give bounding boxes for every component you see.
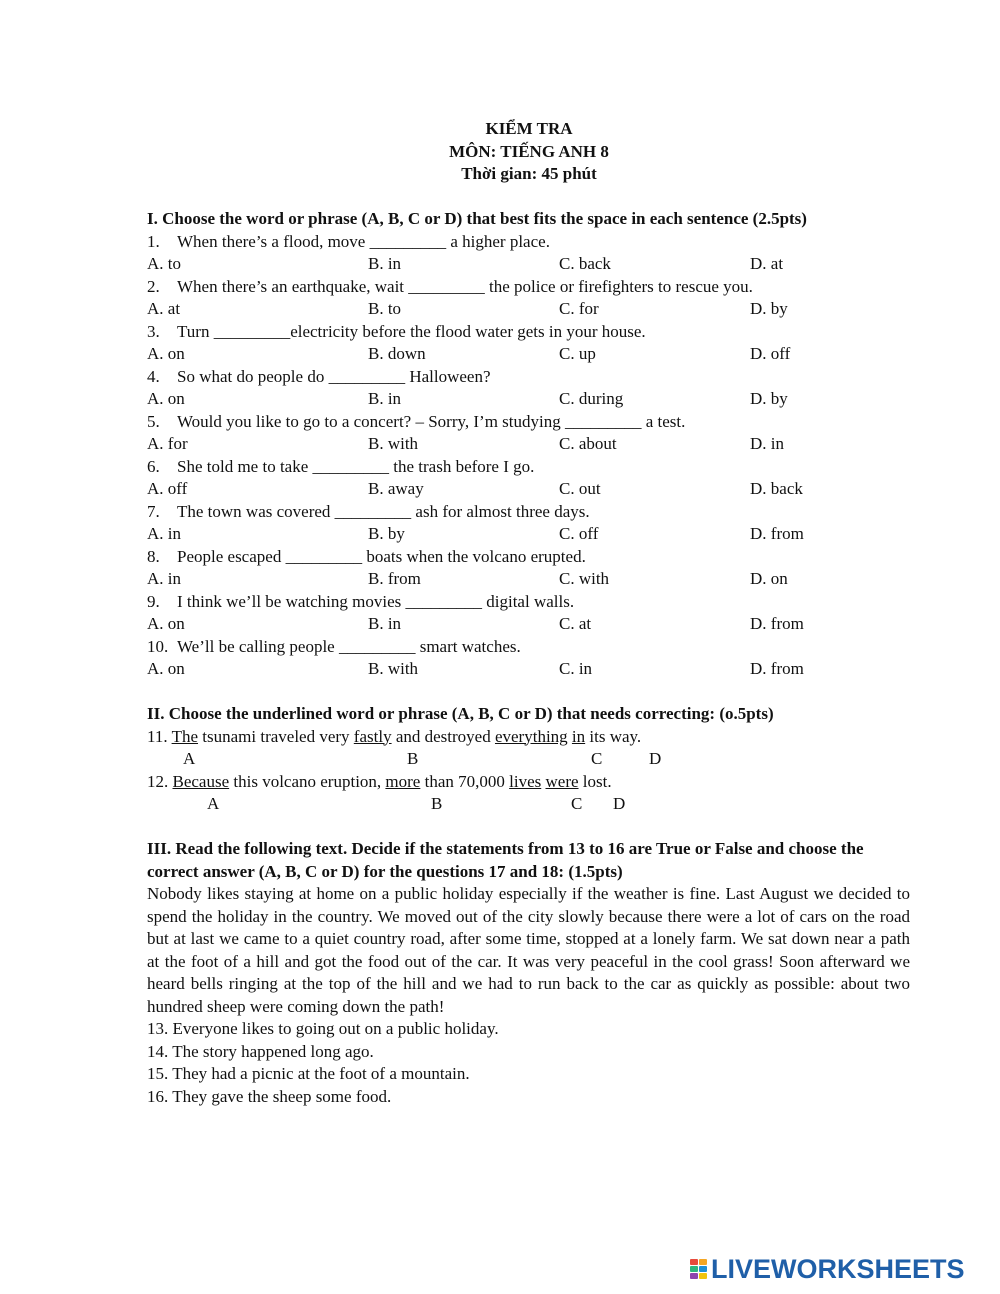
- section3-heading: III. Read the following text. Decide if the statements from 13 to 16 are True or False and choose the correct answer (A, B, C or D) for the questions 17 and 18: (1.5pts): [147, 839, 864, 881]
- q12-text: than 70,000: [420, 771, 510, 791]
- answer-option: C. at: [559, 614, 592, 633]
- answer-option: C. with: [559, 569, 610, 588]
- q11-label-c: C: [591, 749, 603, 768]
- liveworksheets-logo: [690, 1253, 990, 1285]
- answer-option: C. during: [559, 389, 624, 408]
- question-text: Would you like to go to a concert? – Sorry, I’m studying _________ a test.: [177, 411, 686, 431]
- answer-option: A. in: [147, 524, 181, 543]
- answer-option: D. by: [750, 299, 788, 318]
- answer-option: B. by: [368, 524, 405, 543]
- question-text: We’ll be calling people _________ smart watches.: [177, 636, 521, 656]
- answer-option: D. at: [750, 254, 784, 273]
- q12-label-c: C: [571, 794, 583, 813]
- question-3: [147, 321, 910, 344]
- answer-option: D. back: [750, 479, 803, 498]
- question-number: 2.: [147, 276, 160, 296]
- question-text: People escaped _________ boats when the volcano erupted.: [177, 546, 586, 566]
- answer-option: A. to: [147, 254, 181, 273]
- answer-option: C. about: [559, 434, 617, 453]
- answer-options-9: [147, 613, 910, 636]
- answer-option: D. from: [750, 614, 804, 633]
- worksheet-header: [0, 118, 1000, 186]
- q11-label-b: B: [407, 749, 419, 768]
- logo-square: [699, 1266, 707, 1272]
- answer-options-3: [147, 343, 910, 366]
- question-text: Turn _________electricity before the flood water gets in your house.: [177, 321, 646, 341]
- answer-option: B. to: [368, 299, 402, 318]
- section2-heading: II. Choose the underlined word or phrase (A, B, C or D) that needs correcting: (o.5pts): [147, 704, 774, 723]
- answer-option: B. down: [368, 344, 426, 363]
- answer-option: D. from: [750, 524, 804, 543]
- statement-13: 13. Everyone likes to going out on a public holiday.: [147, 1019, 499, 1038]
- question-number: 4.: [147, 366, 160, 386]
- answer-option: A. on: [147, 344, 185, 363]
- answer-option: D. on: [750, 569, 788, 588]
- q12-label-a: A: [207, 794, 220, 813]
- answer-options-8: [147, 568, 910, 591]
- answer-options-4: [147, 388, 910, 411]
- question-text: The town was covered _________ ash for almost three days.: [177, 501, 590, 521]
- question-8: [147, 546, 910, 569]
- answer-options-5: [147, 433, 910, 456]
- q12-label-b: B: [431, 794, 443, 813]
- answer-option: B. in: [368, 254, 402, 273]
- question-text: She told me to take _________ the trash before I go.: [177, 456, 535, 476]
- question-number: 7.: [147, 501, 160, 521]
- logo-mark-icon: [690, 1259, 707, 1279]
- reading-passage: Nobody likes staying at home on a public holiday especially if the weather is fine. Last August we decided to spend the holiday in the country. We moved out of the city slowly because there were a lot of cars on the road but at last we came to a quiet country road, after some time, stopped at a lonely farm. We sat down near a path at the foot of a hill and got the food out of the car. It was very peaceful in the cool grass! Soon afterward we heard bells ringing at the top of the hill and we had to run back to the car as quickly as possible: about two hundred sheep were coming down the path!: [147, 884, 910, 1016]
- answer-option: A. on: [147, 659, 185, 678]
- logo-text: LIVEWORKSHEETS: [711, 1253, 965, 1284]
- worksheet-content: [147, 208, 910, 1108]
- question-11: [147, 726, 910, 749]
- statement-15: 15. They had a picnic at the foot of a mountain.: [147, 1064, 470, 1083]
- question-number: 10.: [147, 636, 169, 656]
- answer-option: C. back: [559, 254, 611, 273]
- answer-option: A. for: [147, 434, 188, 453]
- answer-option: B. with: [368, 434, 419, 453]
- question-number: 9.: [147, 591, 160, 611]
- section1-questions: [147, 231, 910, 681]
- q11-label-d: D: [649, 749, 662, 768]
- q12-option-b: more: [385, 771, 421, 791]
- answer-option: C. out: [559, 479, 601, 498]
- q12-option-a: Because: [172, 771, 230, 791]
- question-number: 6.: [147, 456, 160, 476]
- q12-option-c: lives: [509, 771, 542, 791]
- answer-options-2: [147, 298, 910, 321]
- question-6: [147, 456, 910, 479]
- question-9: [147, 591, 910, 614]
- logo-square: [690, 1273, 698, 1279]
- question-7: [147, 501, 910, 524]
- answer-option: A. off: [147, 479, 188, 498]
- question-number: 5.: [147, 411, 160, 431]
- answer-option: C. in: [559, 659, 593, 678]
- q11-option-a: The: [171, 726, 199, 746]
- logo-square: [690, 1266, 698, 1272]
- header-title: KIỂM TRA: [485, 119, 573, 138]
- question-number: 12.: [147, 771, 169, 791]
- answer-option: A. on: [147, 389, 185, 408]
- answer-option: B. in: [368, 389, 402, 408]
- answer-options-10: [147, 658, 910, 681]
- q11-label-a: A: [183, 749, 196, 768]
- question-1: [147, 231, 910, 254]
- answer-option: D. from: [750, 659, 804, 678]
- section3-statements: [147, 1018, 910, 1108]
- answer-option: B. from: [368, 569, 421, 588]
- logo-square: [690, 1259, 698, 1265]
- question-text: I think we’ll be watching movies _________ digital walls.: [177, 591, 575, 611]
- answer-option: C. for: [559, 299, 599, 318]
- answer-option: B. in: [368, 614, 402, 633]
- header-duration: Thời gian: 45 phút: [461, 164, 597, 183]
- q11-text: and destroyed: [391, 726, 495, 746]
- q11-option-b: fastly: [353, 726, 392, 746]
- statement-14: 14. The story happened long ago.: [147, 1041, 374, 1061]
- answer-option: C. off: [559, 524, 599, 543]
- answer-option: A. on: [147, 614, 185, 633]
- answer-option: B. with: [368, 659, 419, 678]
- q11-labels: [147, 748, 910, 771]
- question-number: 1.: [147, 231, 160, 251]
- q12-labels: [147, 793, 910, 816]
- answer-option: D. off: [750, 344, 791, 363]
- statement-16: 16. They gave the sheep some food.: [147, 1086, 392, 1106]
- answer-option: B. away: [368, 479, 424, 498]
- q12-option-d: were: [545, 771, 579, 791]
- answer-option: C. up: [559, 344, 596, 363]
- question-number: 8.: [147, 546, 160, 566]
- q12-text: this volcano eruption,: [229, 771, 386, 791]
- section1-heading: I. Choose the word or phrase (A, B, C or D) that best fits the space in each sentence (2.5pts): [147, 209, 807, 228]
- question-4: [147, 366, 910, 389]
- answer-options-1: [147, 253, 910, 276]
- q12-text: lost.: [578, 771, 612, 791]
- question-text: When there’s a flood, move _________ a higher place.: [177, 231, 550, 251]
- q11-text: its way.: [585, 726, 642, 746]
- q11-option-d: in: [571, 726, 586, 746]
- answer-option: A. in: [147, 569, 181, 588]
- logo-square: [699, 1259, 707, 1265]
- answer-options-6: [147, 478, 910, 501]
- logo-square: [699, 1273, 707, 1279]
- question-2: [147, 276, 910, 299]
- answer-option: A. at: [147, 299, 181, 318]
- question-number: 3.: [147, 321, 160, 341]
- question-5: [147, 411, 910, 434]
- answer-option: D. by: [750, 389, 788, 408]
- q11-option-c: everything: [494, 726, 568, 746]
- answer-option: D. in: [750, 434, 784, 453]
- q11-text: tsunami traveled very: [198, 726, 354, 746]
- question-10: [147, 636, 910, 659]
- question-text: So what do people do _________ Halloween?: [177, 366, 491, 386]
- question-text: When there’s an earthquake, wait _________ the police or firefighters to rescue you.: [177, 276, 753, 296]
- q12-label-d: D: [613, 794, 626, 813]
- header-subject: MÔN: TIẾNG ANH 8: [449, 141, 609, 161]
- answer-options-7: [147, 523, 910, 546]
- question-12: [147, 771, 910, 794]
- question-number: 11.: [147, 726, 168, 746]
